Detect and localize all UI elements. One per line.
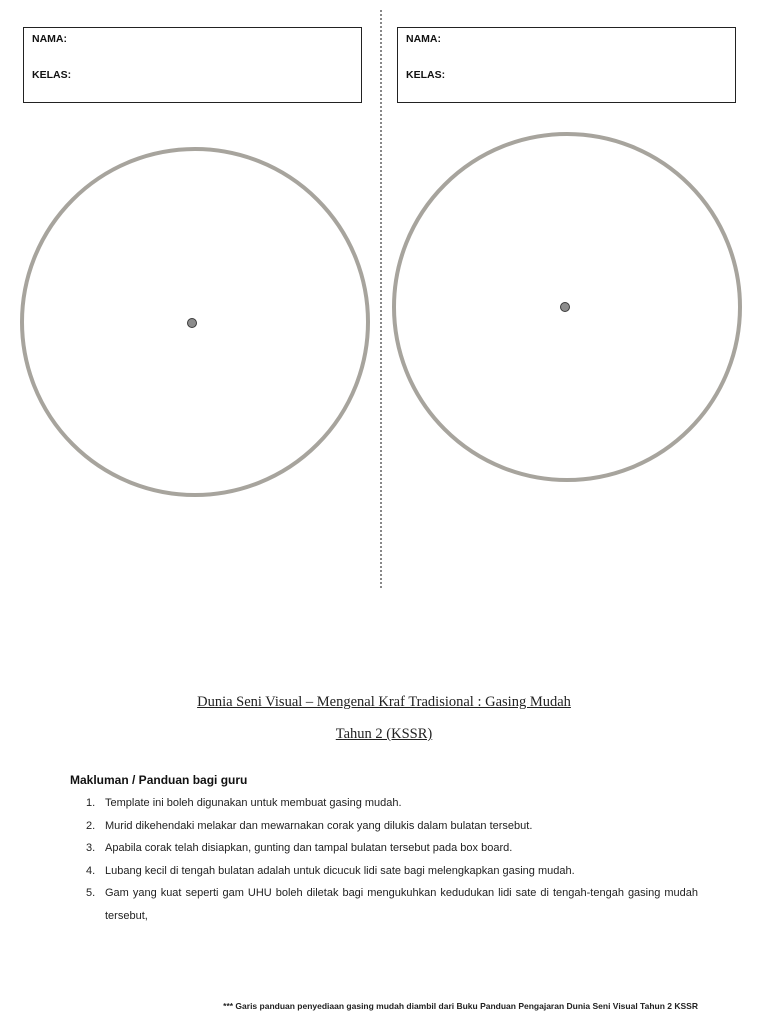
list-item [70, 792, 698, 815]
list-item-number: 5. [86, 887, 96, 899]
nama-label: NAMA: [406, 33, 441, 45]
nama-label: NAMA: [32, 33, 67, 45]
notes-list [70, 792, 698, 927]
kelas-label: KELAS: [406, 69, 446, 81]
list-item-text: Murid dikehendaki melakar dan mewarnakan corak yang dilukis dalam bulatan tersebut. [105, 819, 533, 832]
list-item-number: 2. [86, 819, 96, 832]
list-item [70, 837, 698, 860]
list-item-text: Apabila corak telah disiapkan, gunting dan tampal bulatan tersebut pada box board. [105, 842, 513, 854]
list-item-number: 1. [86, 797, 96, 809]
list-item [70, 815, 698, 838]
list-item-text: Gam yang kuat seperti gam UHU boleh diletak bagi mengukuhkan kedudukan lidi sate di tengah-tengah gasing mudah tersebut, [105, 887, 698, 922]
kelas-label: KELAS: [32, 69, 72, 81]
footer-source-note: *** Garis panduan penyediaan gasing mudah diambil dari Buku Panduan Pengajaran Dunia Seni Visual Tahun 2 KSSR [223, 1001, 698, 1011]
document-title: Dunia Seni Visual – Mengenal Kraf Tradisional : Gasing Mudah [197, 694, 571, 710]
list-item-text: Lubang kecil di tengah bulatan adalah untuk dicucuk lidi sate bagi melengkapkan gasing mudah. [105, 864, 575, 877]
list-item-number: 3. [86, 842, 96, 854]
document-subtitle: Tahun 2 (KSSR) [335, 726, 433, 742]
list-item-text: Template ini boleh digunakan untuk membuat gasing mudah. [105, 797, 402, 809]
list-item [70, 882, 698, 927]
center-hole-dot-right [561, 303, 570, 312]
list-item [70, 860, 698, 883]
center-hole-dot-left [188, 319, 197, 328]
notes-heading: Makluman / Panduan bagi guru [70, 773, 248, 787]
list-item-number: 4. [86, 864, 96, 877]
